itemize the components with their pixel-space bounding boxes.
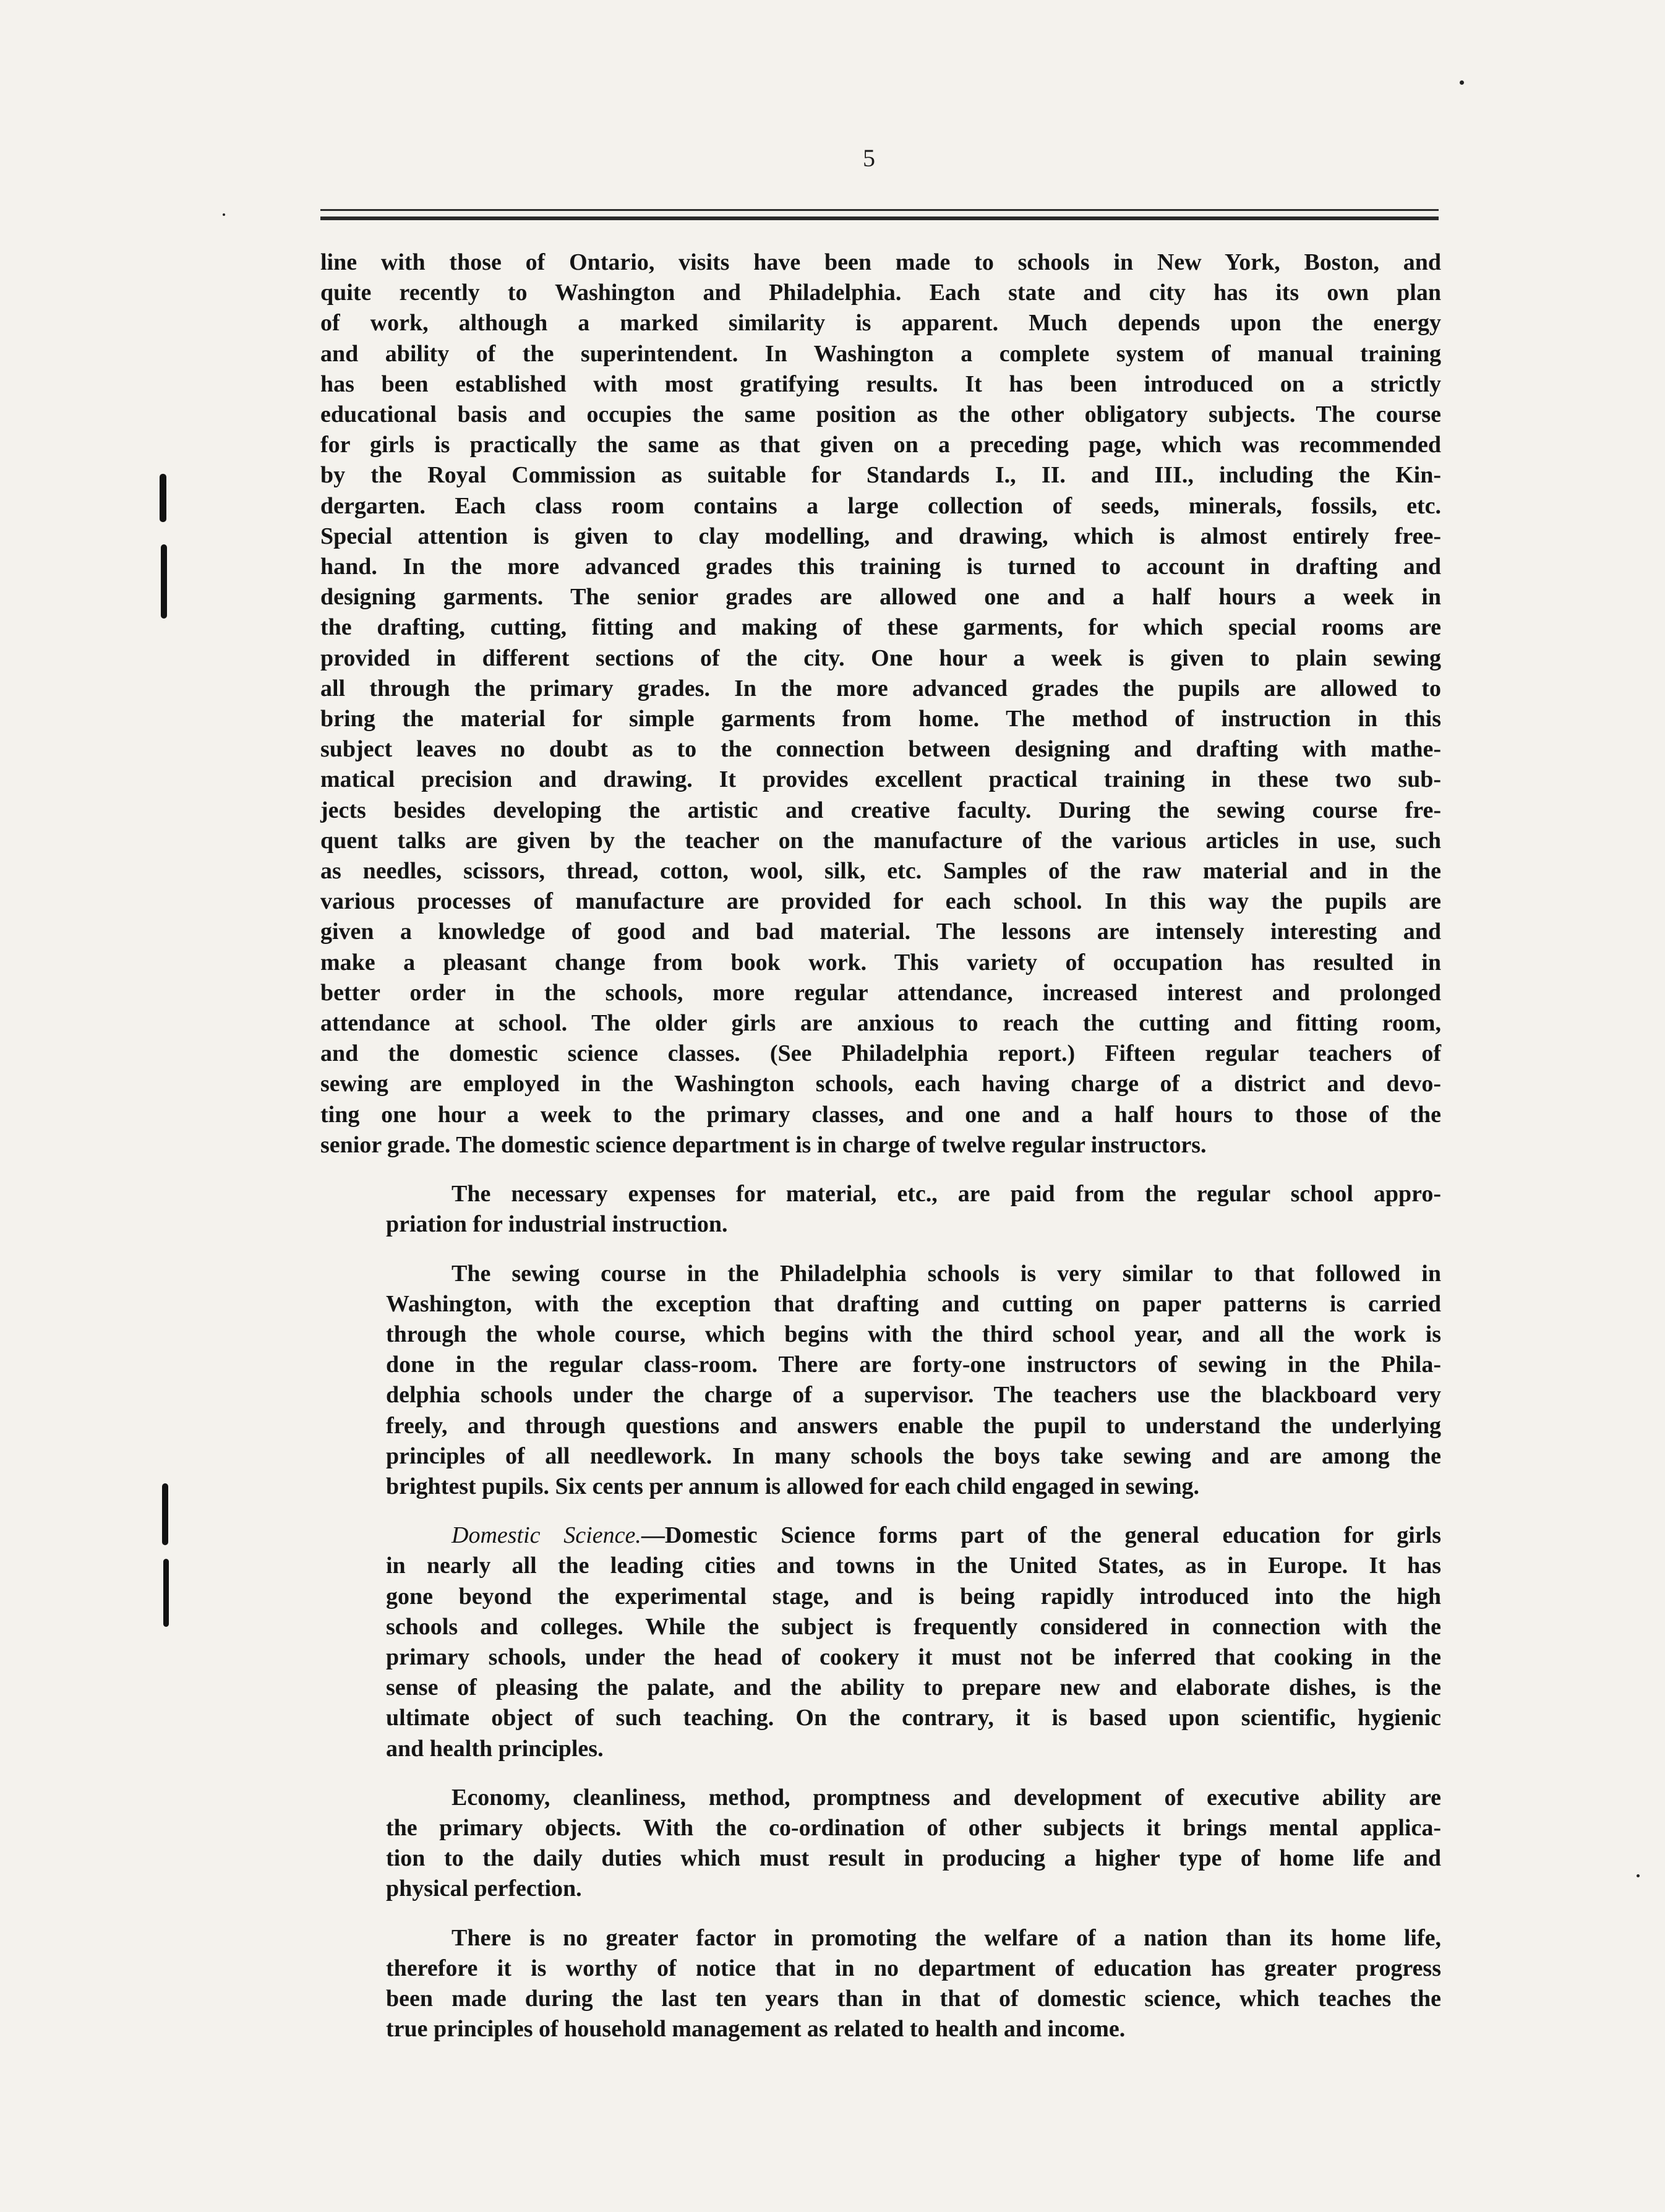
text-line: bring the material for simple garments from home. The method of instruction in this [320, 706, 1441, 732]
text-line: brightest pupils. Six cents per annum is allowed for each child engaged in sewing. [386, 1473, 1200, 1499]
text-line: There is no greater factor in promoting the welfare of a nation than its home life, [452, 1924, 1441, 1951]
text-line [320, 1520, 1441, 1551]
text-line: senior grade. The domestic science department is in charge of twelve regular instructors. [320, 1131, 1207, 1158]
text-line-rest: —Domestic Science forms part of the general education for girls [641, 1522, 1441, 1549]
text-line: provided in different sections of the city. One hour a week is given to plain sewing [320, 645, 1441, 671]
text-line: ultimate object of such teaching. On the contrary, it is based upon scientific, hygienic [386, 1705, 1441, 1731]
text-line: and ability of the superintendent. In Washington a complete system of manual training [320, 340, 1441, 367]
text-line: The sewing course in the Philadelphia schools is very similar to that followed in [452, 1260, 1441, 1287]
text-line: therefore it is worthy of notice that in no department of education has greater progress [386, 1955, 1441, 1981]
text-line: educational basis and occupies the same position as the other obligatory subjects. The course [320, 401, 1441, 428]
text-line: sewing are employed in the Washington schools, each having charge of a district and devo- [320, 1071, 1441, 1097]
paragraph-p1 [320, 247, 1441, 1160]
text-line: jects besides developing the artistic and creative faculty. During the sewing course fre- [320, 797, 1441, 823]
text-line: of work, although a marked similarity is apparent. Much depends upon the energy [320, 310, 1441, 337]
text-line: true principles of household management as related to health and income. [386, 2016, 1126, 2043]
text-line: matical precision and drawing. It provides excellent practical training in these two sub- [320, 766, 1441, 793]
text-line: the drafting, cutting, fitting and making of these garments, for which special rooms are [320, 614, 1441, 641]
text-line: all through the primary grades. In the more advanced grades the pupils are allowed to [320, 675, 1441, 701]
text-line: attendance at school. The older girls are anxious to reach the cutting and fitting room, [320, 1010, 1441, 1037]
margin-mark [160, 474, 166, 522]
text-line: for girls is practically the same as that given on a preceding page, which was recommended [320, 432, 1441, 458]
text-line: Economy, cleanliness, method, promptness and development of executive ability are [452, 1784, 1441, 1811]
text-line: tion to the daily duties which must result in producing a higher type of home life and [386, 1845, 1441, 1872]
text-line: in nearly all the leading cities and towns in the United States, as in Europe. It has [386, 1553, 1441, 1579]
scan-speck [1637, 1874, 1640, 1877]
text-line: make a pleasant change from book work. This variety of occupation has resulted in [320, 949, 1441, 975]
paragraph-p4 [320, 1520, 1441, 1764]
margin-mark [163, 1559, 169, 1627]
text-line: been made during the last ten years than in that of domestic science, which teaches the [386, 1985, 1441, 2012]
text-line: various processes of manufacture are provided for each school. In this way the pupils are [320, 888, 1441, 915]
body-text [320, 247, 1441, 2044]
text-line: dergarten. Each class room contains a large collection of seeds, minerals, fossils, etc. [320, 492, 1441, 519]
text-line: done in the regular class-room. There are forty-one instructors of sewing in the Phila- [386, 1352, 1441, 1378]
text-line: as needles, scissors, thread, cotton, wool, silk, etc. Samples of the raw material and in the [320, 858, 1441, 885]
text-line: line with those of Ontario, visits have been made to schools in New York, Boston, and [320, 249, 1441, 275]
text-line: Special attention is given to clay modelling, and drawing, which is almost entirely free- [320, 523, 1441, 549]
text-line: quite recently to Washington and Philadelphia. Each state and city has its own plan [320, 280, 1441, 306]
text-line: and the domestic science classes. (See Philadelphia report.) Fifteen regular teachers of [320, 1040, 1441, 1067]
text-line: ting one hour a week to the primary classes, and one and a half hours to those of the [320, 1101, 1441, 1128]
text-line: gone beyond the experimental stage, and is being rapidly introduced into the high [386, 1583, 1441, 1610]
paragraph-p6 [320, 1923, 1441, 2045]
text-line: delphia schools under the charge of a supervisor. The teachers use the blackboard very [386, 1382, 1441, 1408]
text-line: through the whole course, which begins with the third school year, and all the work is [386, 1321, 1441, 1347]
section-lead: Domestic Science. [452, 1522, 641, 1549]
margin-mark [161, 544, 167, 619]
text-line: priation for industrial instruction. [386, 1211, 728, 1238]
text-line: sense of pleasing the palate, and the ability to prepare new and elaborate dishes, is the [386, 1674, 1441, 1701]
text-line: hand. In the more advanced grades this training is turned to account in drafting and [320, 554, 1441, 580]
text-line: schools and colleges. While the subject is frequently considered in connection with the [386, 1613, 1441, 1640]
text-line: quent talks are given by the teacher on the manufacture of the various articles in use, such [320, 827, 1441, 854]
text-line: given a knowledge of good and bad material. The lessons are intensely interesting and [320, 919, 1441, 945]
page-number: 5 [863, 144, 875, 172]
text-line: principles of all needlework. In many schools the boys take sewing and are among the [386, 1443, 1441, 1469]
paragraph-p2 [320, 1179, 1441, 1240]
scan-speck [223, 213, 225, 216]
text-line: Washington, with the exception that drafting and cutting on paper patterns is carried [386, 1290, 1441, 1317]
text-line: better order in the schools, more regular attendance, increased interest and prolonged [320, 979, 1441, 1006]
text-line: by the Royal Commission as suitable for Standards I., II. and III., including the Kin- [320, 462, 1441, 489]
text-line: has been established with most gratifying results. It has been introduced on a strictly [320, 371, 1441, 397]
text-line: physical perfection. [386, 1875, 582, 1902]
text-line: designing garments. The senior grades are allowed one and a half hours a week in [320, 584, 1441, 611]
paragraph-p5 [320, 1783, 1441, 1905]
header-rule-thick [320, 216, 1439, 220]
text-line: primary schools, under the head of cookery it must not be inferred that cooking in the [386, 1644, 1441, 1670]
text-line: The necessary expenses for material, etc., are paid from the regular school appro- [452, 1181, 1441, 1207]
scan-speck [1460, 80, 1464, 85]
text-line: freely, and through questions and answers enable the pupil to understand the underlying [386, 1412, 1441, 1439]
text-line: subject leaves no doubt as to the connection between designing and drafting with mathe- [320, 736, 1441, 763]
paragraph-p3 [320, 1259, 1441, 1503]
header-rule-thin [320, 209, 1439, 211]
text-line: the primary objects. With the co-ordination of other subjects it brings mental applica- [386, 1814, 1441, 1841]
text-line: and health principles. [386, 1735, 604, 1762]
margin-mark [162, 1483, 168, 1545]
